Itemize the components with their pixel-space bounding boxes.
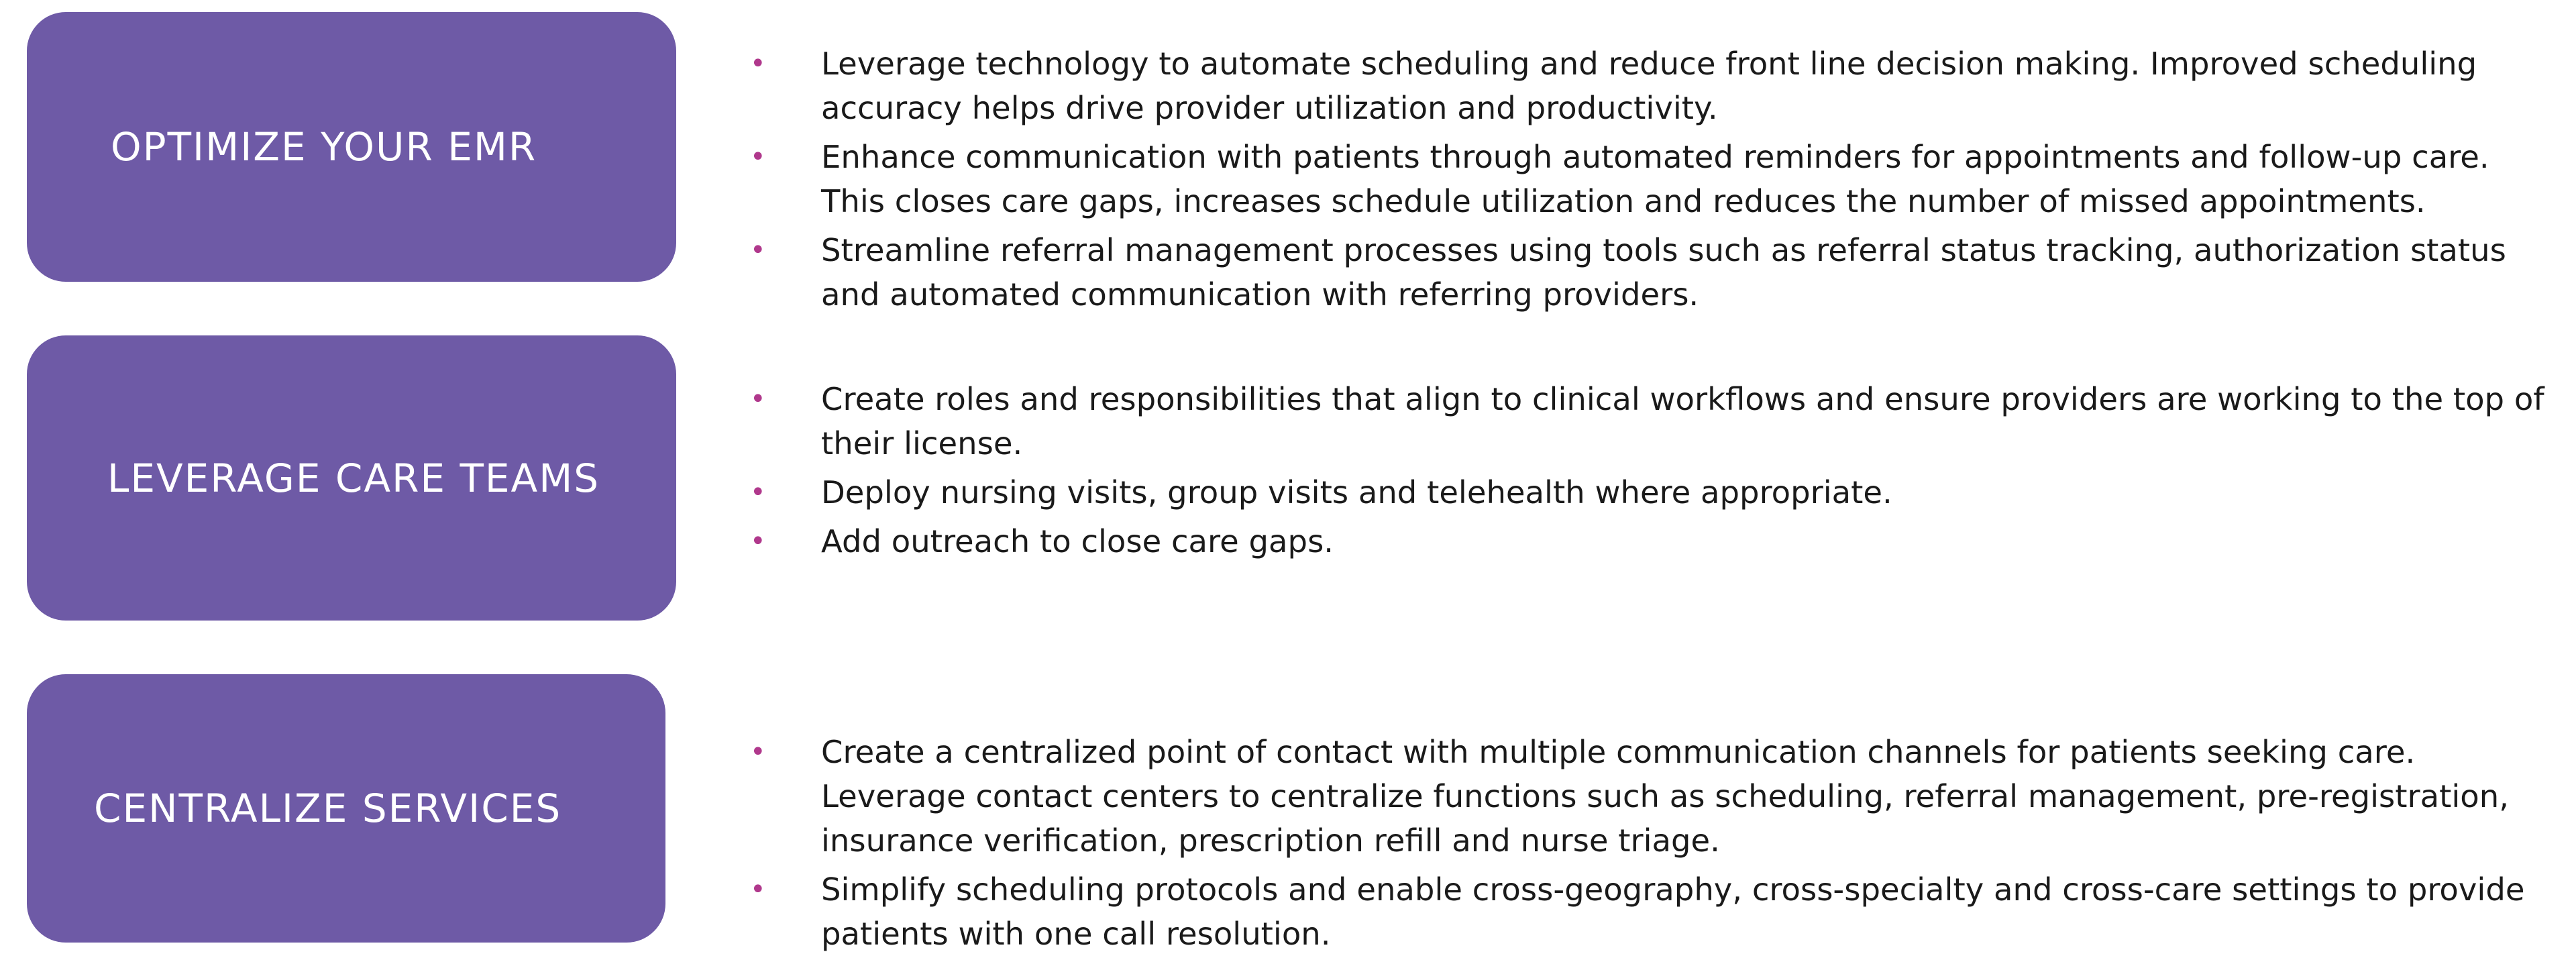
bullet-icon: • <box>750 477 766 508</box>
bullet-text: Add outreach to close care gaps. <box>821 523 1334 559</box>
leverage-care-teams-title: LEVERAGE CARE TEAMS <box>107 455 600 501</box>
bullet-icon: • <box>750 235 766 266</box>
bullet-text: Create a centralized point of contact with multiple communication channels for patients seeking care. Leverage contact centers to centralize functions such as scheduling, referral management, pre-registration, insurance verification, prescription refill and nurse triage. <box>821 734 2509 859</box>
list-item <box>745 377 2563 466</box>
bullet-text: Deploy nursing visits, group visits and telehealth where appropriate. <box>821 474 1892 511</box>
optimize-emr-title: OPTIMIZE YOUR EMR <box>111 124 537 170</box>
bullet-text: Leverage technology to automate scheduling and reduce front line decision making. Improved scheduling accuracy helps drive provider utilization and productivity. <box>821 46 2477 126</box>
optimize-emr-bullet-list <box>745 42 2563 321</box>
bullet-icon: • <box>750 384 766 415</box>
leverage-care-teams-bullet-list <box>745 377 2563 568</box>
leverage-care-teams-box <box>27 335 676 621</box>
bullet-text: Simplify scheduling protocols and enable cross-geography, cross-specialty and cross-care settings to provide patients with one call resolution. <box>821 871 2525 952</box>
list-item <box>745 42 2563 130</box>
bullet-text: Enhance communication with patients through automated reminders for appointments and follow-up care. This closes care gaps, increases schedule utilization and reduces the number of missed appointments. <box>821 139 2489 219</box>
list-item <box>745 730 2563 863</box>
bullet-icon: • <box>750 737 766 767</box>
bullet-text: Streamline referral management processes using tools such as referral status tracking, authorization status and automated communication with referring providers. <box>821 232 2506 313</box>
centralize-services-box <box>27 674 665 943</box>
bullet-icon: • <box>750 48 766 79</box>
list-item <box>745 867 2563 956</box>
centralize-services-title: CENTRALIZE SERVICES <box>94 786 562 831</box>
list-item <box>745 519 2563 564</box>
list-item <box>745 228 2563 317</box>
bullet-icon: • <box>750 874 766 905</box>
optimize-emr-box <box>27 12 676 282</box>
bullet-text: Create roles and responsibilities that align to clinical workflows and ensure providers are working to the top of their license. <box>821 381 2544 462</box>
bullet-icon: • <box>750 142 766 172</box>
list-item <box>745 470 2563 515</box>
bullet-icon: • <box>750 526 766 557</box>
centralize-services-bullet-list <box>745 730 2563 961</box>
list-item <box>745 135 2563 223</box>
